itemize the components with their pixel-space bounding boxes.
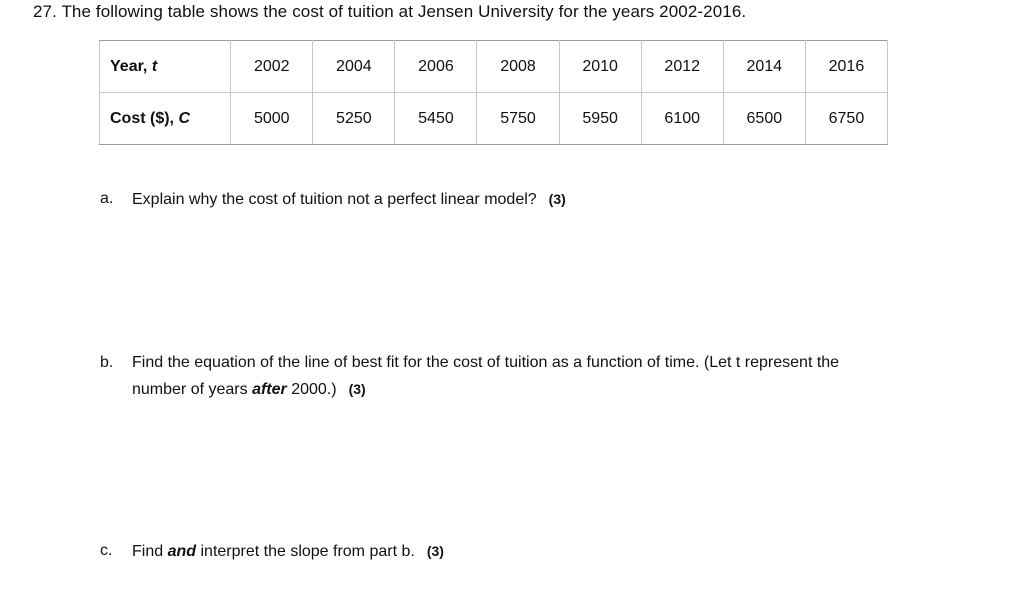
question-part-c: [100, 538, 980, 564]
part-b-points: (3): [348, 381, 366, 397]
cost-label: Cost ($),: [110, 109, 174, 127]
year-cell: 2010: [559, 41, 641, 93]
part-b-emphasis-after: after: [252, 381, 287, 398]
cost-variable: C: [178, 109, 191, 127]
cost-cell: 5250: [313, 93, 395, 145]
cost-cell: 5450: [395, 93, 477, 145]
part-a-points: (3): [548, 191, 566, 207]
year-cell: 2006: [395, 41, 477, 93]
year-variable: t: [151, 57, 158, 75]
part-a-text: Explain why the cost of tuition not a perfect linear model?: [132, 191, 537, 208]
year-header: [100, 41, 231, 93]
part-c-text-1: Find: [132, 543, 164, 560]
part-b-line-2: [132, 376, 992, 403]
year-cell: 2008: [477, 41, 559, 93]
year-cell: 2012: [641, 41, 723, 93]
part-a-marker: a.: [100, 190, 114, 207]
tuition-table: [99, 40, 888, 145]
part-b-marker: b.: [100, 354, 114, 371]
cost-cell: 5750: [477, 93, 559, 145]
part-b-text-2a: number of years: [132, 381, 248, 398]
question-part-b: [100, 350, 1000, 404]
question-title: 27. The following table shows the cost of tuition at Jensen University for the years 2002-2016.: [33, 2, 747, 21]
part-c-points: (3): [426, 543, 444, 559]
cost-header: [100, 93, 231, 145]
part-a-text-wrap: [132, 186, 566, 213]
part-b-text-2c: 2000.): [291, 381, 337, 398]
year-cell: 2002: [231, 41, 313, 93]
table-row-cost: [100, 93, 888, 145]
part-c-text-wrap: [132, 538, 444, 565]
cost-cell: 6100: [641, 93, 723, 145]
year-cell: 2016: [805, 41, 887, 93]
part-b-text-wrap: [132, 350, 992, 403]
part-b-line-1: Find the equation of the line of best fit for the cost of tuition as a function of time. (Let t represent the: [132, 354, 840, 371]
year-cell: 2014: [723, 41, 805, 93]
part-c-text-3: interpret the slope from part b.: [200, 543, 415, 560]
part-c-emphasis-and: and: [167, 543, 197, 560]
cost-cell: 5950: [559, 93, 641, 145]
year-cell: 2004: [313, 41, 395, 93]
question-part-a: [100, 186, 980, 212]
year-label: Year,: [110, 57, 148, 75]
cost-cell: 6750: [805, 93, 887, 145]
table-row-year: [100, 41, 888, 93]
part-c-marker: c.: [100, 542, 113, 559]
cost-cell: 5000: [231, 93, 313, 145]
cost-cell: 6500: [723, 93, 805, 145]
